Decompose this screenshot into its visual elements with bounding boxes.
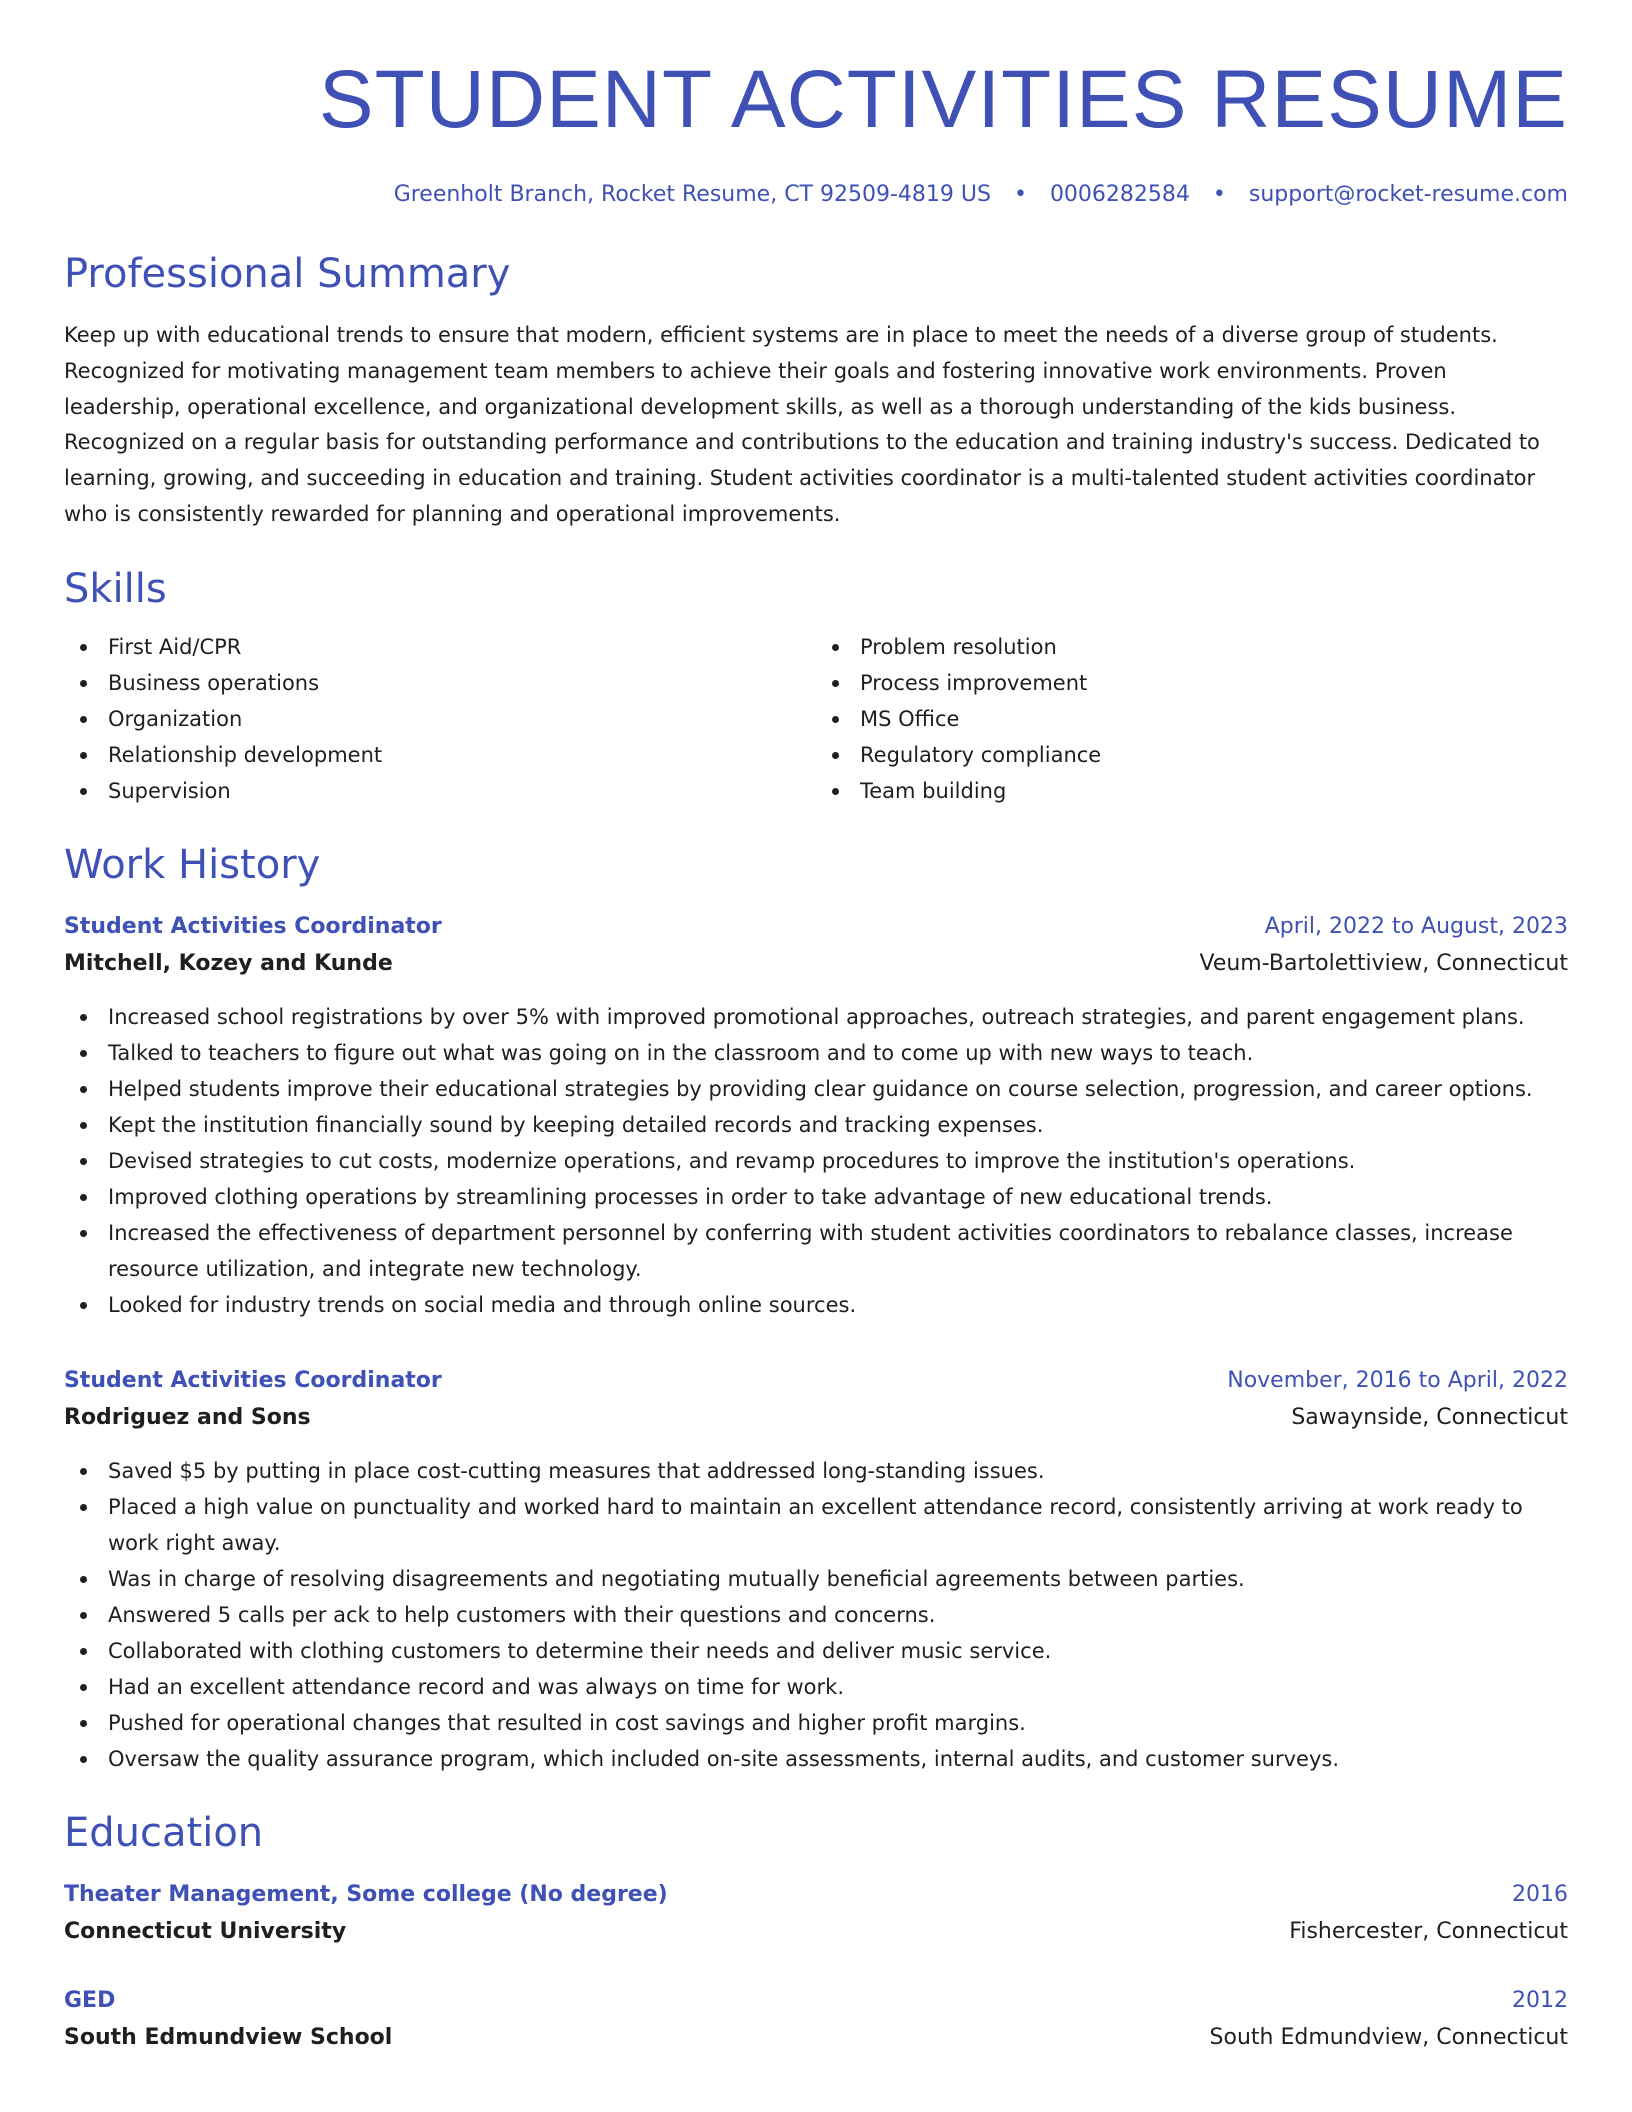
skills-section — [64, 563, 1568, 809]
job-bullet: Pushed for operational changes that resulted in cost savings and higher profit margins. — [64, 1705, 1568, 1741]
job-title: Student Activities Coordinator — [64, 913, 442, 939]
job-bullets — [64, 999, 1568, 1323]
education-school-row — [64, 1913, 1568, 1951]
work-history-heading: Work History — [64, 841, 321, 888]
resume-header — [64, 0, 1568, 210]
education-section — [64, 1807, 1568, 2057]
resume-title: STUDENT ACTIVITIES RESUME — [318, 54, 1568, 145]
education-degree: GED — [64, 1987, 116, 2013]
education-header-row — [64, 1983, 1568, 2019]
job-bullet: Increased the effectiveness of department personnel by conferring with student activities coordinators to rebalance classes, increase resource utilization, and integrate new technology. — [64, 1215, 1568, 1287]
skill-item: Business operations — [64, 665, 816, 701]
skill-item: Problem resolution — [816, 629, 1568, 665]
skills-heading: Skills — [64, 565, 167, 612]
education-year: 2016 — [1512, 1881, 1568, 1907]
skill-item: First Aid/CPR — [64, 629, 816, 665]
job-bullet: Placed a high value on punctuality and worked hard to maintain an excellent attendance record, consistently arriving at work ready to work right away. — [64, 1489, 1568, 1561]
job-entry — [64, 909, 1568, 1323]
education-heading: Education — [64, 1809, 264, 1856]
skills-columns — [64, 629, 1568, 809]
job-location: Veum-Bartolettiview, Connecticut — [1199, 950, 1568, 976]
job-bullet: Oversaw the quality assurance program, which included on-site assessments, internal audits, and customer surveys. — [64, 1741, 1568, 1777]
skill-item: Team building — [816, 773, 1568, 809]
summary-section — [64, 248, 1568, 533]
contact-separator: • — [1013, 182, 1027, 207]
education-year: 2012 — [1512, 1987, 1568, 2013]
education-location: South Edmundview, Connecticut — [1209, 2024, 1568, 2050]
skill-item: Process improvement — [816, 665, 1568, 701]
job-bullet: Kept the institution financially sound by keeping detailed records and tracking expenses. — [64, 1107, 1568, 1143]
education-location: Fishercester, Connecticut — [1289, 1918, 1568, 1944]
job-dates: November, 2016 to April, 2022 — [1227, 1367, 1568, 1393]
contact-phone: 0006282584 — [1049, 182, 1190, 207]
job-company: Mitchell, Kozey and Kunde — [64, 950, 393, 976]
job-header-row — [64, 1363, 1568, 1399]
education-entry — [64, 1877, 1568, 1951]
contact-email: support@rocket-resume.com — [1248, 182, 1568, 207]
skill-item: MS Office — [816, 701, 1568, 737]
education-school: South Edmundview School — [64, 2024, 393, 2050]
education-entry — [64, 1983, 1568, 2057]
contact-separator: • — [1212, 182, 1226, 207]
job-bullet: Was in charge of resolving disagreements and negotiating mutually beneficial agreements between parties. — [64, 1561, 1568, 1597]
education-school: Connecticut University — [64, 1918, 347, 1944]
education-degree: Theater Management, Some college (No degree) — [64, 1881, 668, 1907]
job-bullet: Increased school registrations by over 5% with improved promotional approaches, outreach strategies, and parent engagement plans. — [64, 999, 1568, 1035]
skill-item: Organization — [64, 701, 816, 737]
job-bullet: Helped students improve their educational strategies by providing clear guidance on course selection, progression, and career options. — [64, 1071, 1568, 1107]
job-bullets — [64, 1453, 1568, 1777]
job-bullet: Improved clothing operations by streamlining processes in order to take advantage of new educational trends. — [64, 1179, 1568, 1215]
skill-item: Regulatory compliance — [816, 737, 1568, 773]
job-bullet: Looked for industry trends on social media and through online sources. — [64, 1287, 1568, 1323]
skill-item: Supervision — [64, 773, 816, 809]
summary-text: Keep up with educational trends to ensure that modern, efficient systems are in place to meet the needs of a diverse group of students. Recognized for motivating management team members to achieve their goals and fostering innovative work environments. Proven leadership, operational excellence, and organizational development skills, as well as a thorough understanding of the kids business. Recognized on a regular basis for outstanding performance and contributions to the education and training industry's success. Dedicated to learning, growing, and succeeding in education and training. Student activities coordinator is a multi-talented student activities coordinator who is consistently rewarded for planning and operational improvements. — [64, 323, 1540, 526]
job-dates: April, 2022 to August, 2023 — [1264, 913, 1568, 939]
skills-column-right — [816, 629, 1568, 809]
job-location: Sawaynside, Connecticut — [1291, 1404, 1568, 1430]
contact-address: Greenholt Branch, Rocket Resume, CT 92509-4819 US — [393, 182, 991, 207]
job-header-row — [64, 909, 1568, 945]
contact-line — [64, 180, 1568, 210]
education-header-row — [64, 1877, 1568, 1913]
job-bullet: Had an excellent attendance record and was always on time for work. — [64, 1669, 1568, 1705]
job-entry — [64, 1363, 1568, 1777]
job-company: Rodriguez and Sons — [64, 1404, 311, 1430]
job-bullet: Devised strategies to cut costs, modernize operations, and revamp procedures to improve the institution's operations. — [64, 1143, 1568, 1179]
skill-item: Relationship development — [64, 737, 816, 773]
education-school-row — [64, 2019, 1568, 2057]
skills-column-left — [64, 629, 816, 809]
job-bullet: Collaborated with clothing customers to determine their needs and deliver music service. — [64, 1633, 1568, 1669]
job-title: Student Activities Coordinator — [64, 1367, 442, 1393]
job-company-row — [64, 945, 1568, 983]
job-company-row — [64, 1399, 1568, 1437]
work-history-section — [64, 839, 1568, 1777]
job-bullet: Saved $5 by putting in place cost-cutting measures that addressed long-standing issues. — [64, 1453, 1568, 1489]
summary-heading: Professional Summary — [64, 251, 511, 297]
job-bullet: Talked to teachers to figure out what was going on in the classroom and to come up with new ways to teach. — [64, 1035, 1568, 1071]
job-bullet: Answered 5 calls per ack to help customers with their questions and concerns. — [64, 1597, 1568, 1633]
